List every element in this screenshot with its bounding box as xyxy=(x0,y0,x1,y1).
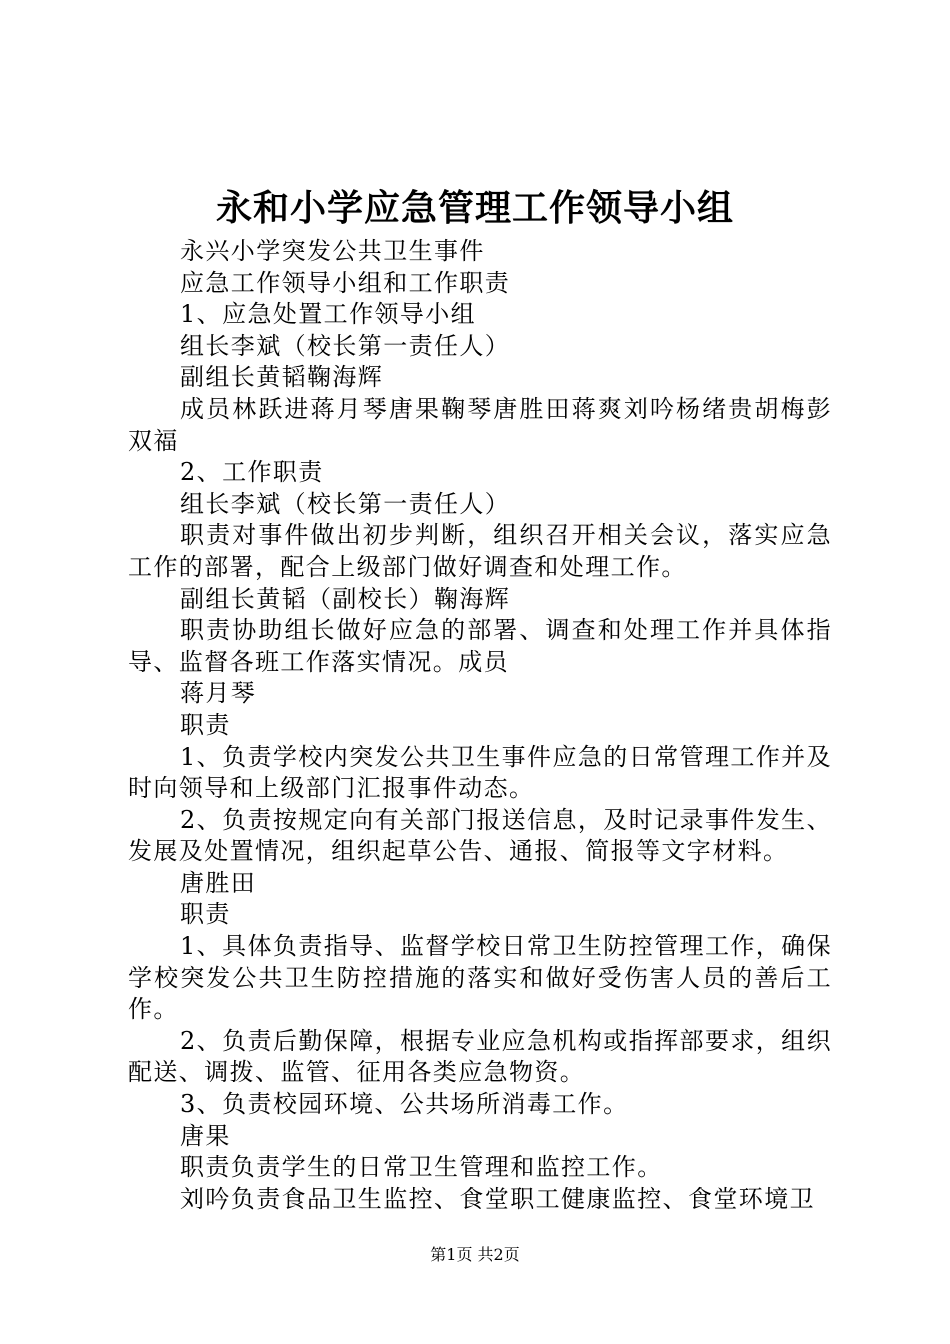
paragraph: 永兴小学突发公共卫生事件 xyxy=(180,237,485,265)
paragraph: 2、工作职责 xyxy=(180,458,324,487)
paragraph: 唐果 xyxy=(180,1121,231,1150)
document-body xyxy=(128,236,832,1215)
paragraph: 副组长黄韬鞠海辉 xyxy=(180,363,384,392)
paragraph: 职责 xyxy=(180,710,231,739)
paragraph: 职责协助组长做好应急的部署、调查和处理工作并具体指导、监督各班工作落实情况。成员 xyxy=(128,616,832,676)
paragraph: 副组长黄韬（副校长）鞠海辉 xyxy=(180,584,511,613)
paragraph: 2、负责按规定向有关部门报送信息，及时记录事件发生、发展及处置情况，组织起草公告、通报、简报等文字材料。 xyxy=(128,805,832,866)
paragraph: 3、负责校园环境、公共场所消毒工作。 xyxy=(180,1090,629,1119)
paragraph: 职责负责学生的日常卫生管理和监控工作。 xyxy=(180,1153,663,1182)
paragraph: 组长李斌（校长第一责任人） xyxy=(180,331,511,360)
paragraph: 1、负责学校内突发公共卫生事件应急的日常管理工作并及时向领导和上级部门汇报事件动态。 xyxy=(128,742,832,803)
paragraph: 成员林跃进蒋月琴唐果鞠琴唐胜田蒋爽刘吟杨绪贵胡梅彭双福 xyxy=(128,394,832,455)
paragraph: 职责 xyxy=(180,900,231,929)
paragraph: 组长李斌（校长第一责任人） xyxy=(180,489,511,518)
paragraph: 蒋月琴 xyxy=(180,679,257,708)
paragraph: 1、具体负责指导、监督学校日常卫生防控管理工作，确保学校突发公共卫生防控措施的落实和做好受伤害人员的善后工作。 xyxy=(128,932,832,1024)
paragraph: 应急工作领导小组和工作职责 xyxy=(180,268,511,297)
paragraph: 唐胜田 xyxy=(180,868,257,897)
paragraph: 职责对事件做出初步判断，组织召开相关会议，落实应急工作的部署，配合上级部门做好调查和处理工作。 xyxy=(128,521,832,581)
document-title: 永和小学应急管理工作领导小组 xyxy=(215,187,734,229)
paragraph: 2、负责后勤保障，根据专业应急机构或指挥部要求，组织配送、调拨、监管、征用各类应急物资。 xyxy=(128,1026,832,1087)
page-number-footer: 第1页 共2页 xyxy=(430,1245,520,1264)
paragraph: 刘吟负责食品卫生监控、食堂职工健康监控、食堂环境卫 xyxy=(180,1184,815,1213)
paragraph: 1、应急处置工作领导小组 xyxy=(180,300,477,329)
